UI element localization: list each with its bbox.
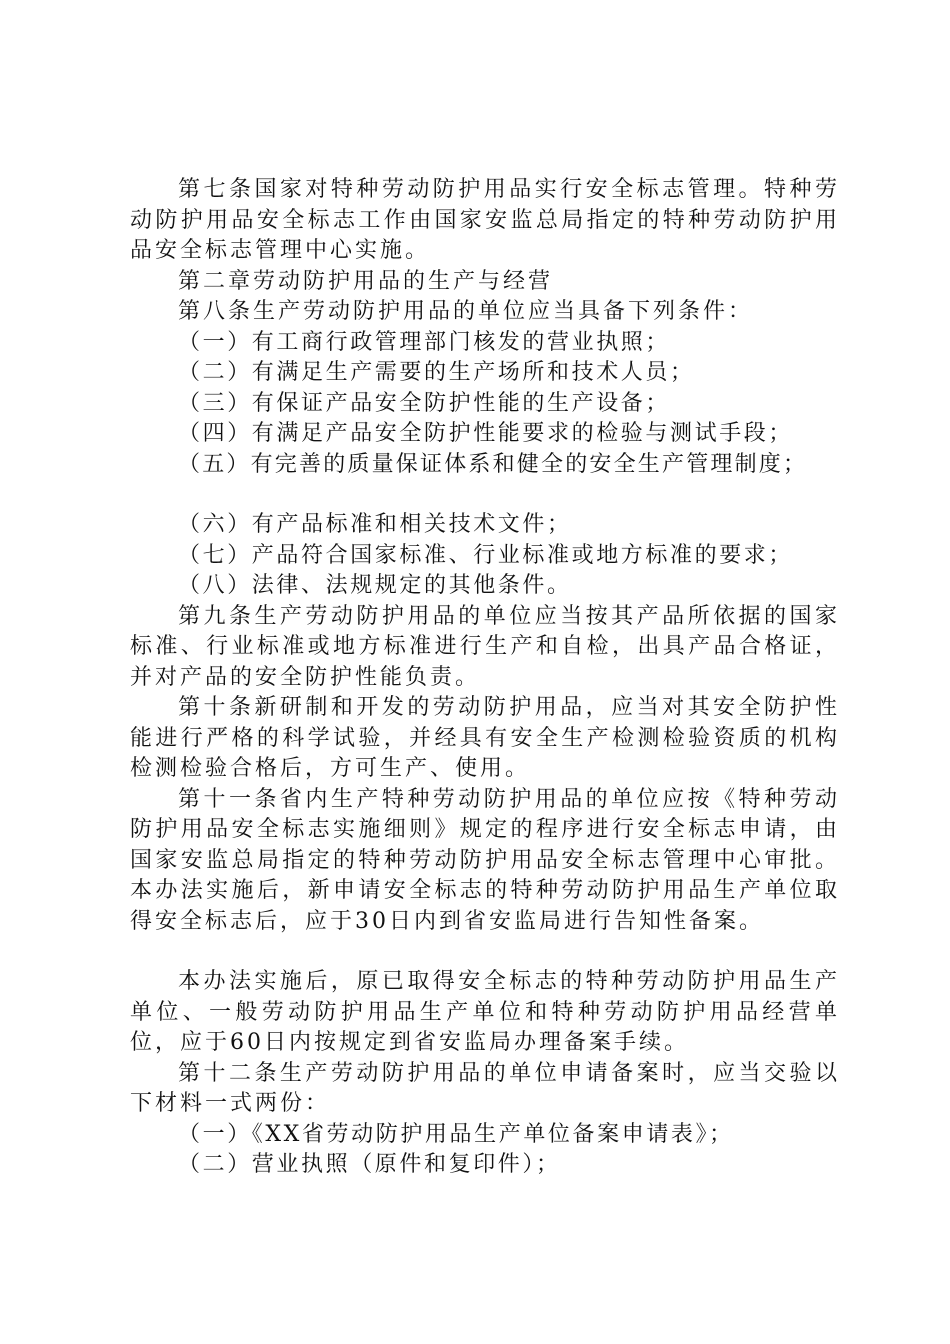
list-item: （一）有工商行政管理部门核发的营业执照； — [178, 329, 671, 355]
chapter-2-heading: 第二章劳动防护用品的生产与经营 — [178, 268, 554, 294]
list-item: （三）有保证产品安全防护性能的生产设备； — [178, 390, 671, 416]
article-11: 第十一条省内生产特种劳动防护用品的单位应按《特种劳动防护用品安全标志实施细则》规定的程序进行安全标志申请，由国家安监总局指定的特种劳动防护用品安全标志管理中心审批。本办法实施后，新申请安全标志的特种劳动防护用品生产单位取得安全标志后，应于30日内到省安监局进行告知性备案。 — [130, 786, 840, 934]
list-item: （七）产品符合国家标准、行业标准或地方标准的要求； — [178, 542, 794, 568]
list-item: （一）《XX省劳动防护用品生产单位备案申请表》； — [178, 1121, 734, 1147]
list-item: （二）有满足生产需要的生产场所和技术人员； — [178, 360, 695, 385]
list-item: （六）有产品标准和相关技术文件； — [178, 512, 572, 537]
spacer — [130, 480, 840, 510]
list-item: （四）有满足产品安全防护性能要求的检验与测试手段； — [178, 421, 794, 446]
article-10: 第十条新研制和开发的劳动防护用品，应当对其安全防护性能进行严格的科学试验，并经具有安全生产检测检验资质的机构检测检验合格后，方可生产、使用。 — [130, 695, 840, 781]
spacer — [130, 937, 840, 967]
list-item: （二）营业执照（原件和复印件）； — [178, 1152, 561, 1177]
article-9: 第九条生产劳动防护用品的单位应当按其产品所依据的国家标准、行业标准或地方标准进行生产和自检，出具产品合格证，并对产品的安全防护性能负责。 — [130, 603, 840, 690]
list-item: （八）法律、法规规定的其他条件。 — [178, 573, 572, 598]
article-11-cont: 本办法实施后，原已取得安全标志的特种劳动防护用品生产单位、一般劳动防护用品生产单位和特种劳动防护用品经营单位，应于60日内按规定到省安监局办理备案手续。 — [130, 969, 840, 1055]
article-12: 第十二条生产劳动防护用品的单位申请备案时，应当交验以下材料一式两份： — [130, 1060, 840, 1116]
article-8: 第八条生产劳动防护用品的单位应当具备下列条件： — [178, 299, 754, 324]
document-page — [130, 175, 840, 1181]
list-item: （五）有完善的质量保证体系和健全的安全生产管理制度； — [178, 451, 808, 477]
article-7: 第七条国家对特种劳动防护用品实行安全标志管理。特种劳动防护用品安全标志工作由国家安监总局指定的特种劳动防护用品安全标志管理中心实施。 — [130, 177, 840, 263]
